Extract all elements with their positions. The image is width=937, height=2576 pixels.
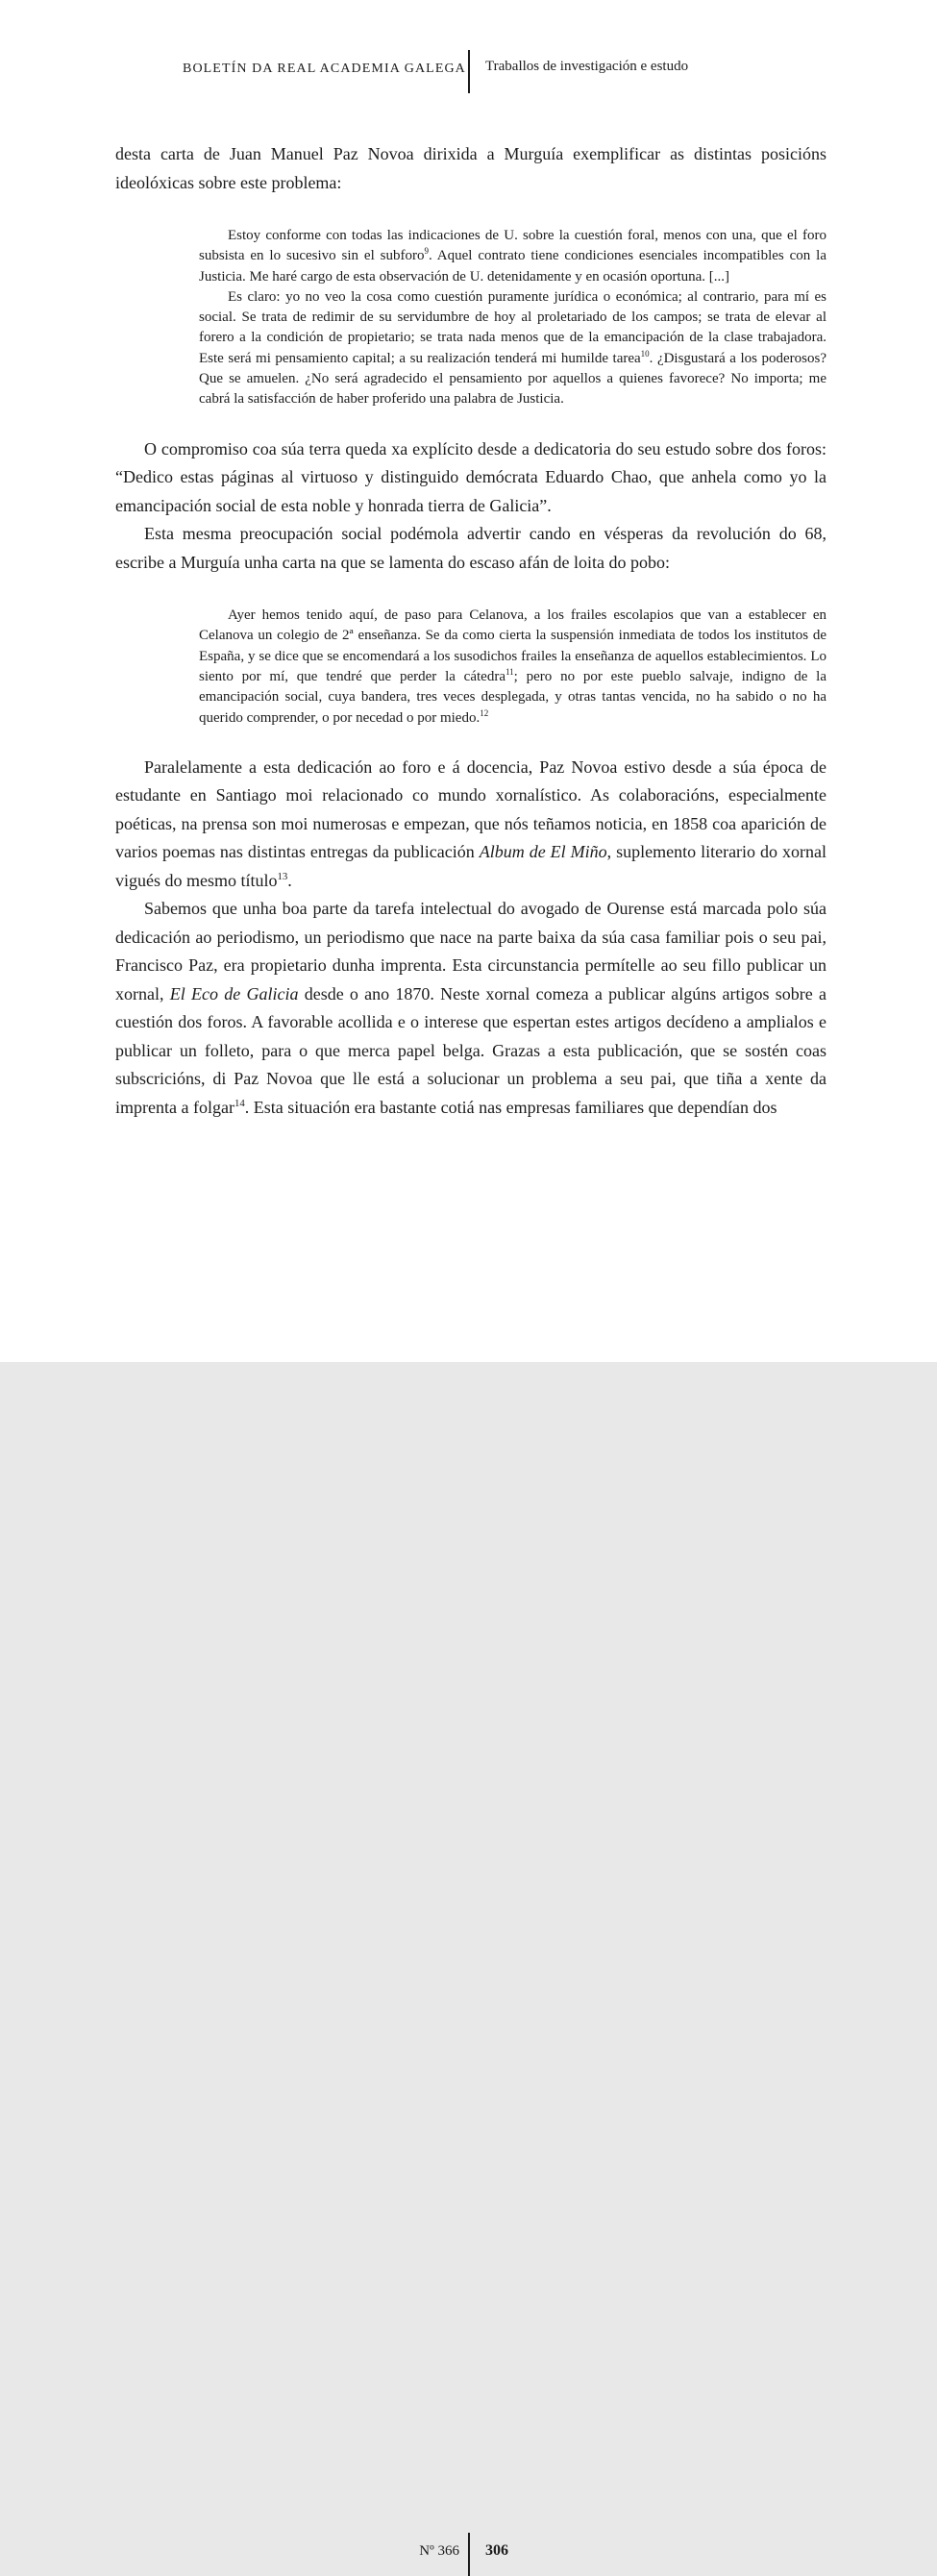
paragraph-5: Sabemos que unha boa parte da tarefa intelectual do avogado de Ourense está marcada polo súa dedicación ao periodismo, un periodismo que nace na parte baixa da súa casa familiar pois o seu pai, Francisco Paz, era propietario dunha imprenta. Esta circunstancia permítelle ao seu fillo publicar un xornal, El Eco de Galicia desde o ano 1870. Neste xornal comeza a publicar algúns artigos sobre a cuestión dos foros. A favorable acollida e o interese que espertan estes artigos decídeno a amplialos e publicar un folleto, para o que merca papel belga. Grazas a esta publicación, que se sostén coas subscricións, di Paz Novoa que lle está a solucionar un problema a seu pai, que tiña a xente da imprenta a folgar$^{14}$. Esta situación era bastante cotiá nas empresas familiares que dependían dos bbox=[115, 899, 827, 1117]
quote-paragraph: Ayer hemos tenido aquí, de paso para Celanova, a los frailes escolapios que van a establecer en Celanova un colegio de 2ª enseñanza. Se da como cierta la suspensión inmediata de todos los institutos de España, y se dice que se encomendará a los susodichos frailes la enseñanza de aquellos establecimientos. Lo siento por mí, que tendré que perder la cátedra$^{11}$; pero no por este pueblo salvaje, indigno de la emancipación social, cuya bandera, tres veces desplegada, y otras tantas vencida, no ha sabido o no ha querido comprender, o por necedad o por miedo.$^{12}$ bbox=[199, 607, 826, 726]
issue-number: Nº 366 bbox=[419, 2543, 459, 2559]
paragraph-3: Esta mesma preocupación social podémola advertir cando en vésperas da revolución do 68, escribe a Murguía unha carta na que se lamenta do escaso afán de loita do pobo: bbox=[115, 524, 826, 572]
quote-paragraph: Es claro: yo no veo la cosa como cuestión puramente jurídica o económica; al contrario, para mí es social. Se trata de redimir de su servidumbre de hoy al proletariado de los campos; se trata de elevar al forero a la condición de propietario; se trata nada menos que de la emancipación de la clase trabajadora. Este será mi pensamiento capital; a su realización tenderá mi humilde tarea$^{10}$. ¿Disgustará a los poderosos? Que se amuelen. ¿No será agradecido el pensamiento por aquellos a quienes favorece? No importa; me cabrá la satisfacción de haber proferido una palabra de Justicia. bbox=[199, 288, 826, 408]
footer-divider bbox=[468, 2533, 470, 2576]
journal-title: BOLETÍN DA REAL ACADEMIA GALEGA bbox=[183, 62, 466, 76]
header-divider bbox=[468, 50, 470, 93]
paragraph-4: Paralelamente a esta dedicación ao foro e á docencia, Paz Novoa estivo desde a súa época de estudante en Santiago moi relacionado co mundo xornalístico. As colaboracións, especialmente poéticas, na prensa son moi numerosas e empezan, que nós teñamos noticia, en 1858 coa aparición de varios poemas nas distintas entregas da publicación Album de El Miño, suplemento literario do xornal vigués do mesmo título$^{13}$. bbox=[115, 756, 826, 890]
page-footer bbox=[0, 1264, 937, 2559]
page-body bbox=[115, 140, 826, 1122]
paragraph-1: desta carta de Juan Manuel Paz Novoa dirixida a Murguía exemplificar as distintas posicións ideolóxicas sobre este problema: bbox=[115, 144, 826, 192]
quote-paragraph: Estoy conforme con todas las indicaciones de U. sobre la cuestión foral, menos con una, que el foro subsista en lo sucesivo sin el subforo$^9$. Aquel contrato tiene condiciones esenciales incompatibles con la Justicia. Me haré cargo de esta observación de U. detenidamente y en ocasión oportuna. [...] bbox=[199, 228, 826, 285]
blockquote-2 bbox=[199, 606, 826, 729]
page-header bbox=[0, 0, 937, 106]
section-title: Traballos de investigación e estudo bbox=[485, 59, 689, 74]
blockquote-1 bbox=[199, 226, 826, 410]
paragraph-2: O compromiso coa súa terra queda xa explícito desde a dedicatoria do seu estudo sobre dos foros: “Dedico estas páginas al virtuoso y distinguido demócrata Eduardo Chao, que anhela como yo la emancipación social de esta noble y honrada tierra de Galicia”. bbox=[115, 438, 826, 515]
page-number: 306 bbox=[485, 2542, 508, 2559]
